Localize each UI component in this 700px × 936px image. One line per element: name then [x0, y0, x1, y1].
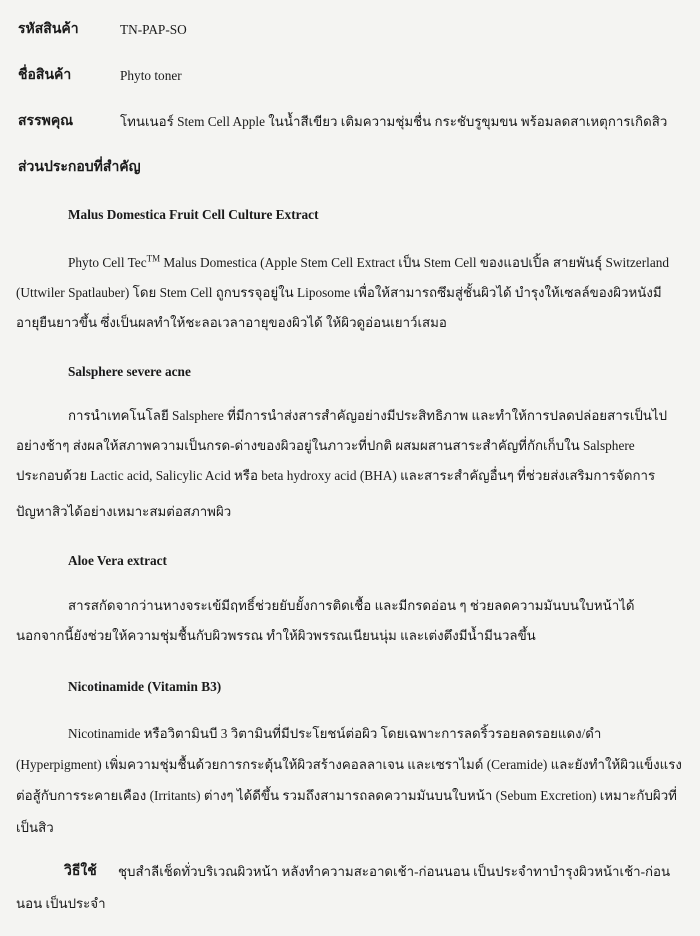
- ingredient-name: Nicotinamide (Vitamin B3): [68, 679, 222, 694]
- ingredient-desc-line: การนำเทคโนโลยี Salsphere ที่มีการนำส่งสารสำคัญอย่างมีประสิทธิภาพ และทำให้การปลดปล่อยสารเป็นไป: [68, 408, 668, 423]
- usage-desc-line: นอน เป็นประจำ: [16, 896, 106, 911]
- ingredient-name: Aloe Vera extract: [68, 553, 167, 568]
- product-benefit-label: สรรพคุณ: [18, 114, 74, 129]
- ingredients-title: ส่วนประกอบที่สำคัญ: [18, 160, 141, 175]
- ingredient-desc-text: Malus Domestica (Apple Stem Cell Extract เป็น Stem Cell ของแอปเปิ้ล สายพันธุ์ Switzerland: [160, 255, 670, 270]
- ingredient-desc-line: (Uttwiler Spatlauber) โดย Stem Cell ถูกบรรจุอยู่ใน Liposome เพื่อให้สามารถซึมสู่ชั้นผิวได้ บำรุงให้เซลล์ของผิวหนังมี: [16, 285, 662, 300]
- ingredient-desc-line: ต่อสู้กับการระคายเคือง (Irritants) ต่างๆ ได้ดีขึ้น รวมถึงสามารถลดความมันบนใบหน้า (Sebum Excretion) เหมาะกับผิวที่: [16, 788, 677, 803]
- product-name-value: Phyto toner: [120, 68, 182, 83]
- trademark-mark: TM: [146, 253, 161, 264]
- ingredient-desc-line: อย่างช้าๆ ส่งผลให้สภาพความเป็นกรด-ด่างของผิวอยู่ในภาวะที่ปกติ ผสมผสานสาระสำคัญที่กักเก็บใน Salsphere: [16, 438, 635, 453]
- ingredient-desc-line: [68, 253, 669, 273]
- ingredient-name: Malus Domestica Fruit Cell Culture Extract: [68, 207, 319, 222]
- ingredient-desc-line: (Hyperpigment) เพิ่มความชุ่มชื้นด้วยการกระตุ้นให้ผิวสร้างคอลลาเจน และเซราไมด์ (Ceramide) และยังทำให้ผิวแข็งแรง: [16, 757, 682, 772]
- ingredient-desc-line: อายุยืนยาวขึ้น ซึ่งเป็นผลทำให้ชะลอเวลาอายุของผิวได้ ให้ผิวดูอ่อนเยาว์เสมอ: [16, 315, 447, 330]
- ingredient-desc-line: ปัญหาสิวได้อย่างเหมาะสมต่อสภาพผิว: [16, 504, 232, 519]
- product-code-label: รหัสสินค้า: [18, 22, 79, 37]
- usage-label: วิธีใช้: [64, 864, 97, 879]
- usage-desc-line: ชุบสำลีเช็ดทั่วบริเวณผิวหน้า หลังทำความสะอาดเช้า-ก่อนนอน เป็นประจำทาบำรุงผิวหน้าเช้า-ก่อน: [118, 864, 671, 879]
- ingredient-desc-line: สารสกัดจากว่านหางจระเข้มีฤทธิ์ช่วยยับยั้งการติดเชื้อ และมีกรดอ่อน ๆ ช่วยลดความมันบนใบหน้าได้: [68, 598, 635, 613]
- product-name-label: ชื่อสินค้า: [18, 68, 72, 83]
- ingredient-name: Salsphere severe acne: [68, 364, 191, 379]
- ingredient-desc-line: ประกอบด้วย Lactic acid, Salicylic Acid หรือ beta hydroxy acid (BHA) และสาระสำคัญอื่นๆ ที่ช่วยส่งเสริมการจัดการ: [16, 468, 656, 483]
- product-code-value: TN-PAP-SO: [120, 22, 187, 37]
- ingredient-desc-line: เป็นสิว: [16, 820, 54, 835]
- product-benefit-value: โทนเนอร์ Stem Cell Apple ในน้ำสีเขียว เติมความชุ่มชื่น กระชับรูขุมขน พร้อมลดสาเหตุการเกิดสิว: [120, 114, 668, 129]
- ingredient-desc-line: Nicotinamide หรือวิตามินบี 3 วิตามินที่มีประโยชน์ต่อผิว โดยเฉพาะการลดริ้วรอยลดรอยแดง/ดำ: [68, 726, 602, 741]
- ingredient-desc-text: Phyto Cell Tec: [68, 255, 147, 270]
- ingredient-desc-line: นอกจากนี้ยังช่วยให้ความชุ่มชื้นกับผิวพรรณ ทำให้ผิวพรรณเนียนนุ่ม และเต่งตึงมีน้ำมีนวลขึ้น: [16, 628, 536, 643]
